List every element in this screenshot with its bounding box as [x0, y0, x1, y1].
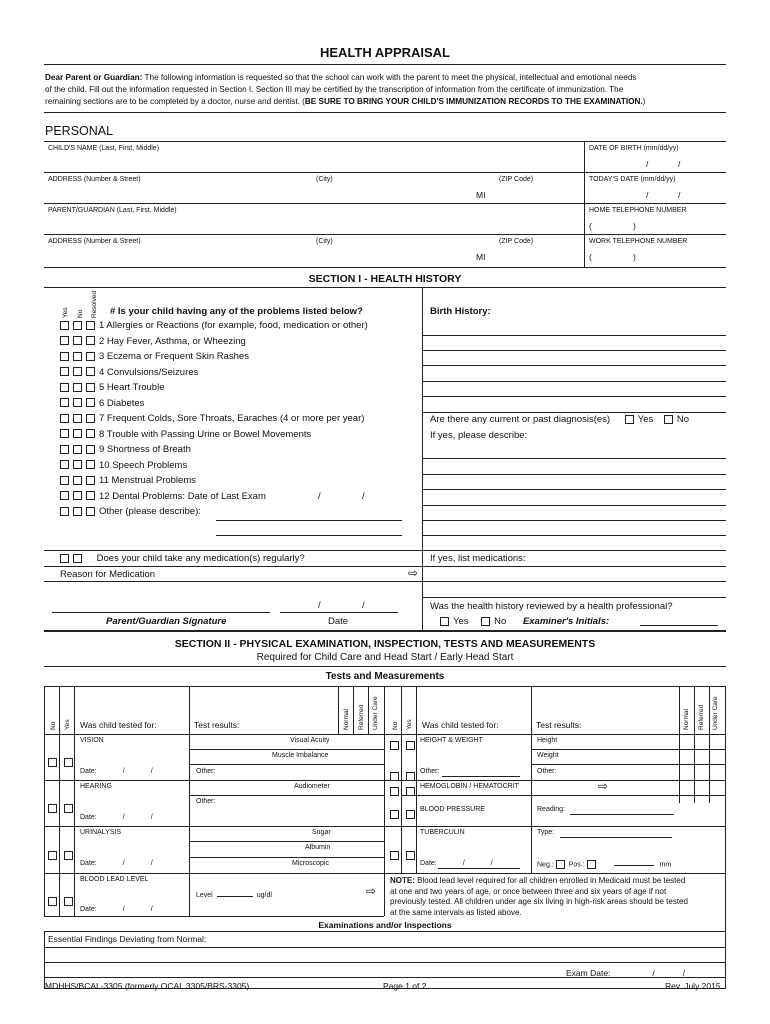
divider [422, 381, 726, 382]
home-phone-close: ) [633, 221, 636, 231]
divider [44, 172, 726, 173]
hearing-other: Other: [196, 798, 216, 805]
parent-label: PARENT/GUARDIAN (Last, First, Middle) [48, 207, 177, 214]
divider [44, 581, 726, 582]
checkbox[interactable] [86, 398, 95, 407]
diagnosis-no[interactable]: No [664, 414, 689, 425]
problem-row [60, 491, 266, 502]
checkbox[interactable] [60, 460, 69, 469]
checkbox[interactable] [60, 321, 69, 330]
dob-slash-1: / [646, 159, 649, 169]
page-title: HEALTH APPRAISAL [320, 45, 450, 60]
signature-date-label: Date [328, 616, 349, 627]
checkbox[interactable] [73, 367, 82, 376]
checkbox[interactable] [86, 383, 95, 392]
divider [44, 550, 726, 551]
checkbox[interactable] [73, 352, 82, 361]
checkbox[interactable] [73, 398, 82, 407]
divider [422, 489, 726, 490]
checkbox[interactable] [406, 787, 415, 796]
problem-label: 9 Shortness of Breath [99, 444, 191, 455]
col-referred-left: Referred [358, 704, 365, 730]
section2-subheading: Required for Child Care and Head Start / Early Head Start [256, 652, 514, 663]
col-results-right: Test results: [536, 720, 582, 730]
zip2-label: (ZIP Code) [499, 238, 534, 245]
problem-row [60, 351, 249, 362]
divider [44, 287, 726, 288]
revision: Rev. July 2015 [665, 981, 721, 991]
checkbox[interactable] [73, 554, 82, 563]
city-label: (City) [316, 176, 333, 183]
hearing-checkboxes [48, 800, 77, 818]
col-yes-header-right: Yes [406, 719, 413, 730]
divider [422, 365, 726, 366]
checkbox[interactable] [60, 476, 69, 485]
reason-label: Reason for Medication [60, 569, 156, 580]
dob-slash-2: / [678, 159, 681, 169]
checkbox[interactable] [60, 336, 69, 345]
problem-label: 3 Eczema or Frequent Skin Rashes [99, 351, 249, 362]
birth-history-label: Birth History: [430, 306, 491, 317]
col-undercare-right: Under Care [712, 696, 719, 730]
checkbox[interactable] [86, 414, 95, 423]
section1-heading: SECTION I - HEALTH HISTORY [308, 273, 462, 285]
divider [44, 947, 726, 948]
page-number: Page 1 of 2 [383, 981, 427, 991]
checkbox[interactable] [86, 491, 95, 500]
divider [422, 458, 726, 459]
other-right-line[interactable] [442, 776, 520, 777]
intro-text-3: remaining sections are to be completed by a doctor, nurse and dentist. ( [45, 97, 305, 106]
sig-slash-2: / [362, 600, 365, 611]
col-undercare-left: Under Care [372, 696, 379, 730]
checkbox[interactable] [86, 429, 95, 438]
checkbox[interactable] [64, 851, 73, 860]
checkbox[interactable] [73, 445, 82, 454]
checkbox[interactable] [556, 860, 565, 869]
problem-row [60, 460, 187, 471]
address2-field[interactable] [46, 248, 582, 265]
divider [44, 203, 726, 204]
col-yes-header: Yes [62, 307, 69, 318]
medication-text: Does your child take any medication(s) regularly? [96, 553, 305, 564]
grid-line [338, 686, 339, 734]
blood-lead-note: NOTE: Blood lead level required for all children enrolled in Medicaid must be tested at one and two years of age, or once between three and six years of age if not previously tested. All children under age six living in high-risk areas should be tested at the same intervals as listed above. [390, 876, 688, 917]
problem-label: Other (please describe): [99, 506, 201, 517]
home-phone-label: HOME TELEPHONE NUMBER [589, 207, 687, 214]
intro-emphasis: BE SURE TO BRING YOUR CHILD'S IMMUNIZATION RECORDS TO THE EXAMINATION. [304, 97, 643, 106]
checkbox[interactable] [64, 897, 73, 906]
divider [44, 566, 726, 567]
diagnosis-yes[interactable]: Yes [625, 414, 654, 425]
grid-line [44, 826, 726, 827]
checkbox[interactable] [86, 445, 95, 454]
dental-slash: / [362, 490, 365, 502]
tb-date-line[interactable] [438, 868, 520, 869]
grid-line [44, 931, 45, 988]
grid-line [44, 873, 726, 874]
hemoglobin-label: HEMOGLOBIN / HEMATOCRIT [420, 783, 519, 790]
col-results-left: Test results: [194, 720, 240, 730]
work-phone-close: ) [633, 252, 636, 262]
checkbox[interactable] [60, 367, 69, 376]
problem-row [60, 444, 191, 455]
vision-other: Other: [196, 768, 216, 775]
problem-row [60, 367, 198, 378]
checkbox[interactable] [86, 336, 95, 345]
divider [44, 977, 726, 978]
checkbox[interactable] [440, 617, 449, 626]
col-no-header: No [77, 309, 84, 318]
other-result-label: Other: [537, 768, 557, 775]
childs-name-field[interactable] [46, 155, 582, 173]
dental-slash: / [318, 490, 321, 502]
intro-line-1 [45, 73, 637, 82]
muscle-imbalance-label: Muscle Imbalance [272, 752, 329, 759]
problem-row [60, 429, 311, 440]
grid-line [189, 764, 384, 765]
problem-label: 12 Dental Problems: Date of Last Exam [99, 490, 266, 502]
problem-row [60, 382, 164, 393]
problem-label: 8 Trouble with Passing Urine or Bowel Movements [99, 428, 312, 440]
intro-text-1: The following information is requested so that the school can work with the parent to meet the physical, intellectual and emotional needs [144, 73, 637, 82]
intro-line-2: of the child. Fill out the information requested in Section I. Section III may be certified by the transcription of information from the certificate of immunization. The [45, 85, 624, 94]
divider [422, 335, 726, 336]
checkbox[interactable] [60, 383, 69, 392]
divider [422, 520, 726, 521]
dob-field[interactable] [588, 155, 724, 173]
grid-line [384, 686, 385, 916]
problem-row [60, 506, 201, 517]
arrow-right-icon: ⇨ [408, 566, 419, 580]
reviewed-yes[interactable]: Yes [440, 616, 469, 627]
checkbox[interactable] [406, 772, 415, 781]
mi2-label: MI [476, 252, 486, 262]
divider [422, 535, 726, 536]
col-tested-left: Was child tested for: [80, 720, 157, 730]
work-phone-open: ( [589, 252, 592, 262]
arrow-right-icon: ⇨ [366, 884, 377, 898]
problem-label: 6 Diabetes [99, 397, 145, 409]
form-id: MDHHS/BCAL-3305 (formerly OCAL 3305/BRS-3305) [45, 981, 250, 991]
grid-line [44, 916, 384, 917]
checkbox[interactable] [60, 507, 69, 516]
signature-line[interactable] [52, 612, 270, 613]
blood-lead-date: Date: / / [80, 906, 153, 913]
problem-label: 5 Heart Trouble [99, 382, 165, 393]
height-label: Height [537, 737, 558, 744]
weight-label: Weight [537, 752, 559, 759]
reviewed-no[interactable]: No [481, 616, 506, 627]
blood-lead-checkboxes [48, 893, 77, 911]
col-normal-left: Normal [343, 709, 350, 730]
zip-label: (ZIP Code) [499, 176, 534, 183]
intro-lead: Dear Parent or Guardian: [45, 73, 143, 82]
intro-close: ) [642, 97, 646, 106]
checkbox[interactable] [73, 460, 82, 469]
problem-row [60, 320, 368, 331]
grid-line [531, 749, 725, 750]
grid-line [401, 795, 725, 796]
divider [44, 962, 726, 963]
vision-label: VISION [80, 737, 104, 744]
divider [422, 474, 726, 475]
checkbox[interactable] [60, 352, 69, 361]
other-line[interactable] [216, 535, 402, 536]
divider [422, 597, 726, 598]
problem-label: 4 Convulsions/Seizures [99, 366, 199, 378]
grid-line [725, 686, 726, 988]
grid-line [44, 686, 45, 916]
divider [44, 267, 726, 268]
reviewed-question: Was the health history reviewed by a health professional? [430, 601, 673, 612]
today-slash-2: / [678, 190, 681, 200]
vision-date: Date: / / [80, 768, 153, 775]
list-meds-label: If yes, list medications: [430, 553, 526, 564]
mi-label: MI [476, 190, 486, 200]
divider [422, 350, 726, 351]
checkbox[interactable] [481, 617, 490, 626]
checkbox[interactable] [48, 804, 57, 813]
problem-row [60, 413, 364, 424]
hearing-label: HEARING [80, 783, 112, 790]
col-referred-right: Referred [698, 704, 705, 730]
checkbox[interactable] [86, 321, 95, 330]
tb-result: Neg.: Pos.: mm [537, 861, 672, 869]
col-yes-header-left: Yes [64, 719, 71, 730]
signature-date-line[interactable] [280, 612, 398, 613]
problem-label: 7 Frequent Colds, Sore Throats, Earaches (4 or more per year) [99, 413, 365, 424]
col-no-header-left: No [50, 721, 57, 730]
address-label: ADDRESS (Number & Street) [48, 176, 141, 183]
divider [44, 112, 726, 113]
exams-heading: Examinations and/or Inspections [318, 920, 452, 930]
medication-question [60, 553, 305, 564]
grid-line [189, 749, 384, 750]
checkbox[interactable] [390, 741, 399, 750]
checkbox[interactable] [64, 804, 73, 813]
checkbox[interactable] [73, 429, 82, 438]
visual-acuity-label: Visual Acuity [290, 737, 330, 744]
grid-line [189, 841, 384, 842]
arrow-right-icon: ⇨ [598, 779, 609, 793]
type-label: Type: [537, 829, 555, 836]
reading-line[interactable] [570, 814, 674, 815]
urinalysis-checkboxes [48, 847, 77, 865]
checkbox[interactable] [73, 507, 82, 516]
findings-field[interactable] [46, 944, 724, 984]
checkbox[interactable] [73, 336, 82, 345]
checkbox[interactable] [60, 554, 69, 563]
divider [422, 505, 726, 506]
tests-heading: Tests and Measurements [325, 671, 445, 682]
tuberculin-label: TUBERCULIN [420, 829, 465, 836]
divider [44, 666, 726, 667]
checkbox[interactable] [390, 772, 399, 781]
urinalysis-label: URINALYSIS [80, 829, 122, 836]
divider [44, 141, 726, 142]
col-tested-right: Was child tested for: [422, 720, 499, 730]
divider [422, 396, 726, 397]
checkbox[interactable] [406, 810, 415, 819]
checkbox[interactable] [48, 897, 57, 906]
address-field[interactable] [46, 186, 582, 202]
height-weight-label: HEIGHT & WEIGHT [420, 737, 483, 744]
findings-label: Essential Findings Deviating from Normal: [48, 934, 207, 944]
checkbox[interactable] [48, 851, 57, 860]
grid-line [189, 795, 384, 796]
reviewed-answers [440, 616, 609, 627]
divider [44, 931, 726, 932]
examiner-line[interactable] [640, 625, 718, 626]
grid-line [44, 780, 726, 781]
other-line[interactable] [216, 520, 402, 521]
divider [44, 630, 726, 632]
checkbox[interactable] [73, 414, 82, 423]
city2-label: (City) [316, 238, 333, 245]
urinalysis-date: Date: / / [80, 860, 153, 867]
checkbox[interactable] [73, 321, 82, 330]
checkbox[interactable] [86, 476, 95, 485]
checkbox[interactable] [64, 758, 73, 767]
blood-pressure-label: BLOOD PRESSURE [420, 806, 485, 813]
address2-label: ADDRESS (Number & Street) [48, 238, 141, 245]
col-divider [584, 141, 585, 268]
examiner-label: Examiner's Initials: [522, 616, 610, 627]
microscopic-label: Microscopic [292, 860, 329, 867]
checkbox[interactable] [390, 851, 399, 860]
checkbox[interactable] [48, 758, 57, 767]
work-phone-field[interactable] [588, 248, 724, 265]
problem-row [60, 398, 144, 409]
todays-date-field[interactable] [588, 186, 724, 202]
exam-date: Exam Date: / / [566, 968, 686, 978]
col-resolved-header: Resolved [91, 290, 98, 318]
grid-line [353, 686, 354, 734]
tb-checkboxes [390, 847, 419, 865]
tb-date: Date: / / [420, 860, 493, 867]
vision-checkboxes [48, 754, 77, 772]
personal-heading: PERSONAL [45, 124, 114, 138]
checkbox[interactable] [86, 352, 95, 361]
describe-label: If yes, please describe: [430, 430, 528, 441]
col-no-header-right: No [392, 721, 399, 730]
problem-row [60, 475, 196, 486]
grid-line [679, 686, 680, 803]
checkbox[interactable] [86, 460, 95, 469]
checkbox[interactable] [625, 415, 634, 424]
checkbox[interactable] [60, 445, 69, 454]
type-line[interactable] [560, 837, 672, 838]
childs-name-label: CHILD'S NAME (Last, First, Middle) [48, 145, 160, 152]
grid-line [531, 764, 725, 765]
divider [422, 412, 726, 413]
grid-line [44, 734, 726, 735]
blood-lead-label: BLOOD LEAD LEVEL [80, 876, 149, 883]
signature-label: Parent/Guardian Signature [106, 616, 227, 627]
home-phone-open: ( [589, 221, 592, 231]
dob-label: DATE OF BIRTH (mm/dd/yy) [589, 145, 679, 152]
parent-field[interactable] [46, 217, 582, 234]
checkbox[interactable] [73, 476, 82, 485]
problem-label: 11 Menstrual Problems [99, 475, 196, 486]
grid-line [709, 686, 710, 803]
today-slash-1: / [646, 190, 649, 200]
checkbox[interactable] [390, 787, 399, 796]
problem-row [60, 336, 246, 347]
audiometer-label: Audiometer [294, 783, 330, 790]
section2-heading: SECTION II - PHYSICAL EXAMINATION, INSPECTION, TESTS AND MEASUREMENTS [174, 638, 596, 650]
divider [44, 234, 726, 235]
checkbox[interactable] [60, 414, 69, 423]
intro-line-3 [45, 97, 645, 106]
grid-line [694, 686, 695, 803]
checkbox[interactable] [60, 429, 69, 438]
grid-line [189, 686, 190, 916]
home-phone-field[interactable] [588, 217, 724, 234]
divider [44, 686, 726, 687]
blood-lead-level: Level ug/dl [196, 892, 272, 899]
divider [44, 64, 726, 65]
checkbox[interactable] [587, 860, 596, 869]
hgb-checkboxes [390, 783, 419, 801]
work-phone-label: WORK TELEPHONE NUMBER [589, 238, 688, 245]
grid-line [189, 857, 384, 858]
sugar-label: Sugar [312, 829, 331, 836]
todays-date-label: TODAY'S DATE (mm/dd/yy) [589, 176, 676, 183]
checkbox[interactable] [73, 383, 82, 392]
checkbox[interactable] [406, 851, 415, 860]
checkbox[interactable] [60, 398, 69, 407]
grid-line [368, 686, 369, 734]
checkbox[interactable] [86, 367, 95, 376]
checkbox[interactable] [73, 491, 82, 500]
problems-question: # Is your child having any of the problems listed below? [110, 306, 363, 317]
problem-label: 2 Hay Fever, Asthma, or Wheezing [99, 335, 246, 347]
other-right-label: Other: [420, 768, 440, 775]
checkbox[interactable] [664, 415, 673, 424]
checkbox[interactable] [86, 507, 95, 516]
hearing-date: Date: / / [80, 814, 153, 821]
bp-checkboxes [390, 806, 419, 824]
checkbox[interactable] [406, 741, 415, 750]
sig-slash-1: / [318, 600, 321, 611]
albumin-label: Albumin [305, 844, 331, 851]
diagnosis-question [430, 414, 689, 425]
col-normal-right: Normal [683, 709, 690, 730]
checkbox[interactable] [390, 810, 399, 819]
problem-label: 1 Allergies or Reactions (for example, food, medication or other) [99, 320, 368, 331]
reading-label: Reading: [537, 806, 566, 813]
problem-label: 10 Speech Problems [99, 459, 188, 471]
checkbox[interactable] [60, 491, 69, 500]
hw-checkboxes [390, 737, 419, 755]
diagnosis-text: Are there any current or past diagnosis(es) [430, 414, 611, 425]
